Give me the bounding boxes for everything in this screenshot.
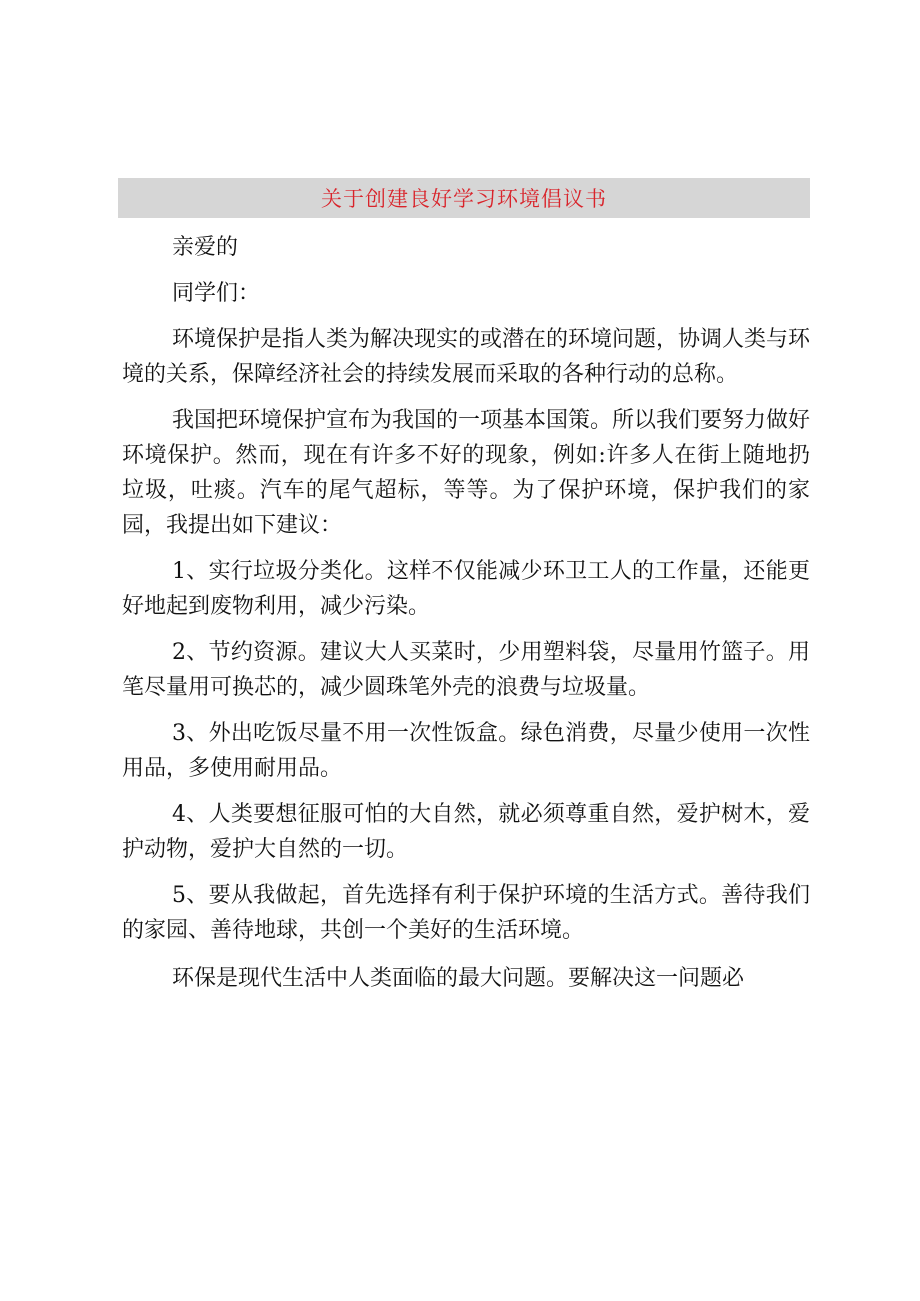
document-body bbox=[122, 230, 810, 1007]
paragraph-definition: 环境保护是指人类为解决现实的或潜在的环境问题，协调人类与环境的关系，保障经济社会的持续发展而采取的各种行动的总称。 bbox=[122, 327, 811, 387]
paragraph-salutation-2: 同学们： bbox=[172, 281, 261, 306]
paragraph-suggestion-1: 1、实行垃圾分类化。这样不仅能减少环卫工人的工作量，还能更好地起到废物利用，减少污染。 bbox=[122, 559, 810, 619]
paragraph-closing: 环保是现代生活中人类面临的最大问题。要解决这一问题必 bbox=[172, 966, 745, 991]
title-band bbox=[118, 178, 810, 218]
paragraph-policy: 我国把环境保护宣布为我国的一项基本国策。所以我们要努力做好环境保护。然而，现在有许多不好的现象，例如:许多人在街上随地扔垃圾，吐痰。汽车的尾气超标，等等。为了保护环境，保护我们的家园，我提出如下建议： bbox=[122, 408, 811, 538]
paragraph-suggestion-4: 4、人类要想征服可怕的大自然，就必须尊重自然，爱护树木，爱护动物，爱护大自然的一切。 bbox=[122, 802, 810, 862]
paragraph-suggestion-2: 2、节约资源。建议大人买菜时，少用塑料袋，尽量用竹篮子。用笔尽量用可换芯的，减少圆珠笔外壳的浪费与垃圾量。 bbox=[122, 640, 810, 700]
document-title: 关于创建良好学习环境倡议书 bbox=[321, 187, 607, 211]
paragraph-salutation: 亲爱的 bbox=[172, 235, 239, 260]
paragraph-suggestion-5: 5、要从我做起，首先选择有利于保护环境的生活方式。善待我们的家园、善待地球，共创一个美好的生活环境。 bbox=[122, 883, 810, 943]
paragraph-suggestion-3: 3、外出吃饭尽量不用一次性饭盒。绿色消费，尽量少使用一次性用品，多使用耐用品。 bbox=[122, 721, 810, 781]
